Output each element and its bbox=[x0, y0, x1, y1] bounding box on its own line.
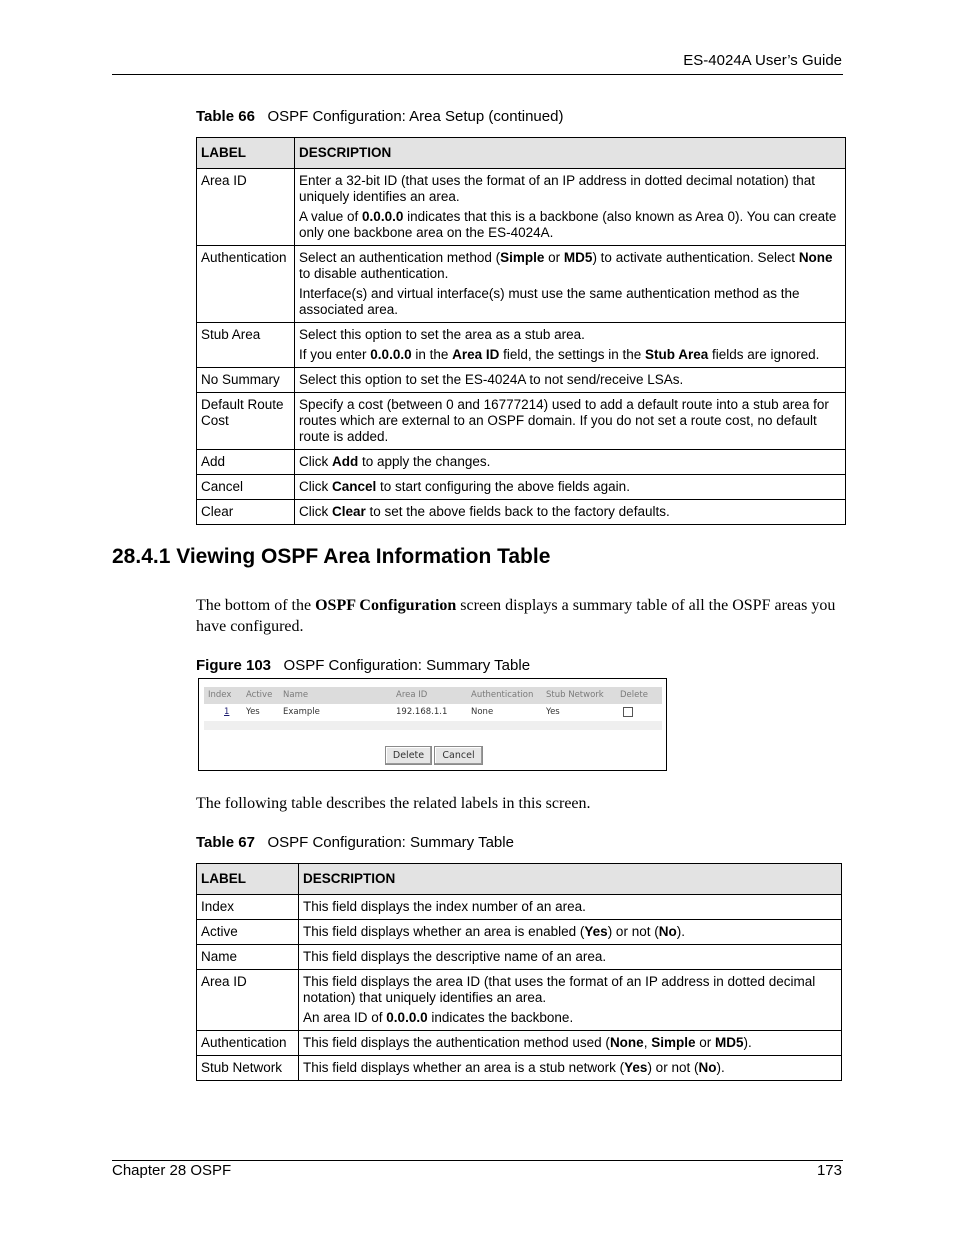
row-description bbox=[299, 895, 842, 920]
row-label: Active bbox=[197, 920, 299, 945]
row-description bbox=[295, 323, 846, 368]
following-paragraph: The following table describes the related labels in this screen. bbox=[196, 795, 591, 812]
summary-table-header bbox=[204, 687, 662, 704]
description-text: A value of 0.0.0.0 indicates that this is a backbone (also known as Area 0). You can create only one backbone area on the ES-4024A. bbox=[299, 209, 837, 240]
row-description bbox=[295, 500, 846, 525]
table66-col-label: LABEL bbox=[197, 138, 295, 169]
row-label: Authentication bbox=[197, 246, 295, 323]
table66-caption-label: Table 66 bbox=[196, 108, 255, 125]
table-row bbox=[204, 704, 662, 721]
intro-paragraph: The bottom of the OSPF Configuration screen displays a summary table of all the OSPF areas you have configured. bbox=[196, 597, 836, 635]
description-text: This field displays the authentication method used (None, Simple or MD5). bbox=[303, 1035, 752, 1050]
table66-col-description: DESCRIPTION bbox=[295, 138, 846, 169]
row-description bbox=[299, 920, 842, 945]
row-description bbox=[299, 1031, 842, 1056]
name-value: Example bbox=[283, 707, 320, 717]
delete-checkbox[interactable] bbox=[623, 707, 633, 717]
row-label: Name bbox=[197, 945, 299, 970]
row-description bbox=[295, 475, 846, 500]
table-row bbox=[197, 475, 846, 500]
table-row bbox=[197, 393, 846, 450]
row-label: Authentication bbox=[197, 1031, 299, 1056]
row-label: Stub Network bbox=[197, 1056, 299, 1081]
description-text: Click Cancel to start configuring the above fields again. bbox=[299, 479, 630, 494]
table66-header-row bbox=[197, 138, 846, 169]
table66-caption-text: OSPF Configuration: Area Setup (continued) bbox=[267, 108, 564, 125]
area-id-value: 192.168.1.1 bbox=[396, 707, 448, 717]
row-description bbox=[295, 368, 846, 393]
table-row bbox=[197, 323, 846, 368]
footer-chapter: Chapter 28 OSPF bbox=[112, 1162, 232, 1179]
table-row bbox=[197, 246, 846, 323]
row-label: No Summary bbox=[197, 368, 295, 393]
stub-network-value: Yes bbox=[546, 707, 560, 717]
description-text: Click Add to apply the changes. bbox=[299, 454, 491, 469]
active-value: Yes bbox=[246, 707, 260, 717]
header-authentication: Authentication bbox=[471, 690, 534, 700]
description-text: An area ID of 0.0.0.0 indicates the backbone. bbox=[303, 1010, 574, 1025]
row-description bbox=[299, 970, 842, 1031]
table67-col-label: LABEL bbox=[197, 864, 299, 895]
table-row bbox=[197, 169, 846, 246]
header-name: Name bbox=[283, 690, 309, 700]
figure103-caption bbox=[196, 657, 530, 674]
table-row bbox=[197, 500, 846, 525]
table-row bbox=[197, 1056, 842, 1081]
footer-page-number: 173 bbox=[816, 1162, 842, 1179]
row-label: Cancel bbox=[197, 475, 295, 500]
header-delete: Delete bbox=[620, 690, 648, 700]
table-row bbox=[197, 1031, 842, 1056]
table67-header-row bbox=[197, 864, 842, 895]
row-description bbox=[295, 246, 846, 323]
section-heading: 28.4.1 Viewing OSPF Area Information Table bbox=[112, 545, 551, 568]
guide-title: ES-4024A User’s Guide bbox=[683, 52, 842, 69]
description-text: Select this option to set the area as a stub area. bbox=[299, 327, 585, 342]
table-row bbox=[197, 920, 842, 945]
row-description bbox=[295, 393, 846, 450]
description-text: Specify a cost (between 0 and 16777214) used to add a default route into a stub area for routes which are external to an OSPF domain. If you do not set a route cost, no default route is added. bbox=[299, 397, 829, 444]
index-link[interactable]: 1 bbox=[224, 707, 230, 717]
row-description bbox=[295, 169, 846, 246]
description-text: If you enter 0.0.0.0 in the Area ID field, the settings in the Stub Area fields are ignored. bbox=[299, 347, 820, 362]
table-row bbox=[197, 970, 842, 1031]
table67-col-description: DESCRIPTION bbox=[299, 864, 842, 895]
footer-rule bbox=[112, 1160, 843, 1161]
row-description bbox=[299, 945, 842, 970]
row-description bbox=[295, 450, 846, 475]
row-label: Add bbox=[197, 450, 295, 475]
cancel-button[interactable]: Cancel bbox=[434, 746, 483, 765]
description-text: Select this option to set the ES-4024A to not send/receive LSAs. bbox=[299, 372, 684, 387]
summary-table bbox=[204, 687, 662, 730]
table66-caption bbox=[196, 108, 563, 125]
row-description bbox=[299, 1056, 842, 1081]
row-label: Area ID bbox=[197, 970, 299, 1031]
table-row bbox=[197, 895, 842, 920]
description-text: This field displays whether an area is a stub network (Yes) or not (No). bbox=[303, 1060, 725, 1075]
table-row bbox=[197, 368, 846, 393]
description-text: This field displays the index number of an area. bbox=[303, 899, 586, 914]
description-text: Select an authentication method (Simple or MD5) to activate authentication. Select None to disable authentication. bbox=[299, 250, 833, 281]
table67-caption-text: OSPF Configuration: Summary Table bbox=[267, 834, 514, 851]
row-label: Stub Area bbox=[197, 323, 295, 368]
description-text: Interface(s) and virtual interface(s) must use the same authentication method as the associated area. bbox=[299, 286, 800, 317]
figure103-caption-text: OSPF Configuration: Summary Table bbox=[283, 657, 531, 674]
table66 bbox=[196, 137, 846, 525]
table-row bbox=[197, 450, 846, 475]
row-label: Area ID bbox=[197, 169, 295, 246]
delete-button[interactable]: Delete bbox=[385, 746, 432, 765]
description-text: This field displays the descriptive name of an area. bbox=[303, 949, 607, 964]
header-index: Index bbox=[208, 690, 232, 700]
authentication-value: None bbox=[471, 707, 494, 717]
summary-table-screenshot bbox=[198, 678, 667, 771]
table67-caption-label: Table 67 bbox=[196, 834, 255, 851]
row-label: Index bbox=[197, 895, 299, 920]
description-text: This field displays whether an area is enabled (Yes) or not (No). bbox=[303, 924, 685, 939]
description-text: This field displays the area ID (that uses the format of an IP address in dotted decimal notation) that uniquely identifies an area. bbox=[303, 974, 816, 1005]
header-active: Active bbox=[246, 690, 273, 700]
figure103-caption-label: Figure 103 bbox=[196, 657, 272, 674]
header-area-id: Area ID bbox=[396, 690, 428, 700]
description-text: Click Clear to set the above fields back to the factory defaults. bbox=[299, 504, 670, 519]
description-text: Enter a 32-bit ID (that uses the format of an IP address in dotted decimal notation) that uniquely identifies an area. bbox=[299, 173, 816, 204]
row-label: Clear bbox=[197, 500, 295, 525]
table67-caption bbox=[196, 834, 514, 851]
header-rule bbox=[112, 74, 843, 75]
table67 bbox=[196, 863, 842, 1081]
table-row bbox=[197, 945, 842, 970]
header-stub-network: Stub Network bbox=[546, 690, 604, 700]
row-label: Default Route Cost bbox=[197, 393, 295, 450]
